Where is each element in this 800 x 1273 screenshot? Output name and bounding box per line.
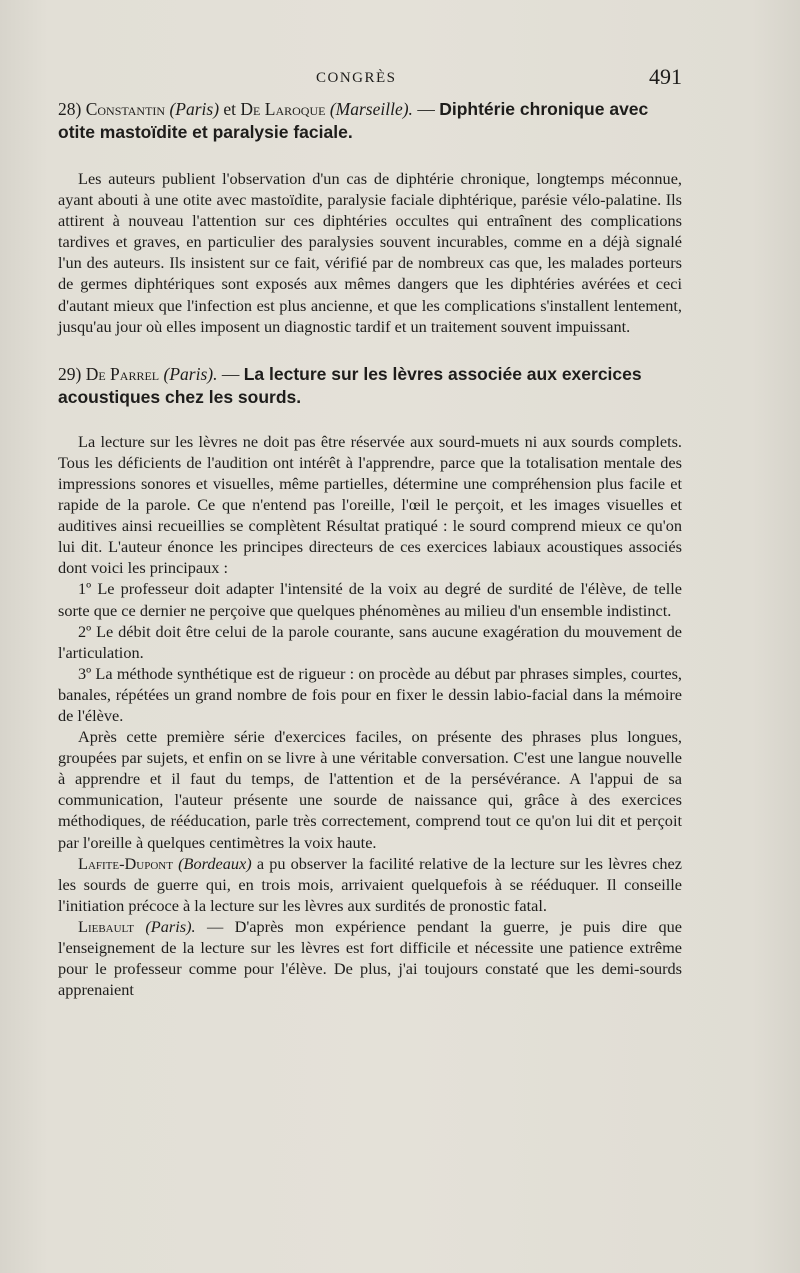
entry-28 — [58, 98, 682, 337]
page-content — [58, 98, 682, 1000]
entry-number: 28) — [58, 99, 82, 119]
entry-29 — [58, 363, 682, 1001]
title-dash: — — [417, 99, 435, 119]
discussant-name: Liebault — [78, 916, 134, 936]
entry-number: 29) — [58, 363, 82, 384]
entry-28-body: Les auteurs publient l'observation d'un cas de diphtérie chronique, longtemps méconnue, ayant abouti à une otite avec mastoïdite, paralysie faciale diphtérique, parésie vélo-palatine. Ils attirent à nouveau l'attention sur ces diphtéries occultes qui entraînent des complications tardives et graves, en particulier des paralysies souvent incurables, comme en a déjà signalé l'un des auteurs. Ils insistent sur ce fait, vérifié par de nombreux cas que, les malades porteurs de germes diphtériques sont exposés aux mêmes dangers que les diphtéries avérées et ceci d'autant mieux que l'infection est plus ancienne, et que les complications s'installent lentement, jusqu'au jour où elles imposent un diagnostic tardif et un traitement souvent impuissant. — [58, 169, 682, 336]
discussant-name: Lafite-Dupont — [78, 853, 173, 873]
discussion-dash: — — [206, 916, 224, 936]
discussion-text: a pu observer la facilité relative de la lecture sur les lèvres chez les sourds de guerre qui, en trois mois, arrivaient quelquefois à se rééduquer. Il conseille l'initiation précoce à la lecture sur les lèvres aux surdités de pronostic fatal. — [58, 853, 682, 915]
author-city: (Marseille). — [329, 99, 413, 119]
author-city: (Paris) — [169, 99, 220, 119]
discussion-text: D'après mon expérience pendant la guerre, je puis dire que l'enseignement de la lecture sur les lèvres est fort difficile et nécessite une patience extrême pour le professeur comme pour l'élève. De plus, j'ai toujours constaté que les demi-sourds apprenaient — [58, 916, 682, 1000]
discussion-liebault — [58, 916, 682, 1000]
discussant-city: (Paris). — [145, 916, 196, 936]
page-number: 491 — [649, 64, 682, 89]
author-name: De Parrel — [85, 363, 160, 384]
body-paragraph: 3º La méthode synthétique est de rigueur : on procède au début par phrases simples, courtes, banales, répétées un grand nombre de fois pour en fixer le dessin labio-facial dans la mémoire de l'élève. — [58, 663, 682, 725]
discussant-city: (Bordeaux) — [178, 853, 252, 873]
body-paragraph: 2º Le débit doit être celui de la parole courante, sans aucune exagération du mouvement de l'articulation. — [58, 621, 682, 662]
author-name: De Laroque — [240, 99, 326, 119]
running-head: CONGRÈS — [316, 70, 397, 86]
body-paragraph: Après cette première série d'exercices faciles, on présente des phrases plus longues, groupées par sujets, et enfin on se livre à une véritable conversation. C'est une langue nouvelle à apprendre et il faut du temps, de l'attention et de la persévérance. A l'appui de sa communication, l'auteur présente une sourde de naissance qui, grâce à des exercices méthodiques, de rééducation, parle très correctement, comprend tout ce qu'on lui dit et perçoit par l'oreille à quelques centimètres la voix haute. — [58, 727, 682, 852]
entry-29-body — [58, 431, 682, 1001]
body-paragraph: 1º Le professeur doit adapter l'intensité de la voix au degré de surdité de l'élève, de telle sorte que ce dernier ne perçoive que quelques phénomènes au milieu d'un ensemble indistinct. — [58, 579, 682, 620]
connector-word: et — [223, 99, 237, 119]
body-paragraph: La lecture sur les lèvres ne doit pas être réservée aux sourd-muets ni aux sourds complets. Tous les déficients de l'audition ont intérêt à l'apprendre, parce que la totalisation mentale des impressions sonores et visuelles, même partielles, détermine une compréhension plus facile et rapide de la parole. Ce que n'entend pas l'oreille, l'œil le perçoit, et les images visuelles et auditives ainsi recueillies se complètent Résultat pratiqué : le sourd comprend mieux ce qu'on lui dit. L'auteur énonce les principes directeurs de ces exercices labiaux acoustiques associés dont voici les principaux : — [58, 431, 682, 578]
author-city: (Paris). — [163, 363, 218, 384]
page-header — [58, 64, 682, 94]
author-name: Constantin — [85, 99, 166, 119]
entry-29-heading — [58, 363, 682, 409]
entry-title: La lecture sur les lèvres associée aux exercices acoustiques chez les sourds. — [58, 363, 642, 407]
entry-title: Diphtérie chronique avec otite mastoïdite et paralysie faciale. — [58, 99, 649, 142]
title-dash: — — [221, 363, 240, 384]
entry-28-heading — [58, 98, 682, 144]
discussion-lafite — [58, 853, 682, 916]
